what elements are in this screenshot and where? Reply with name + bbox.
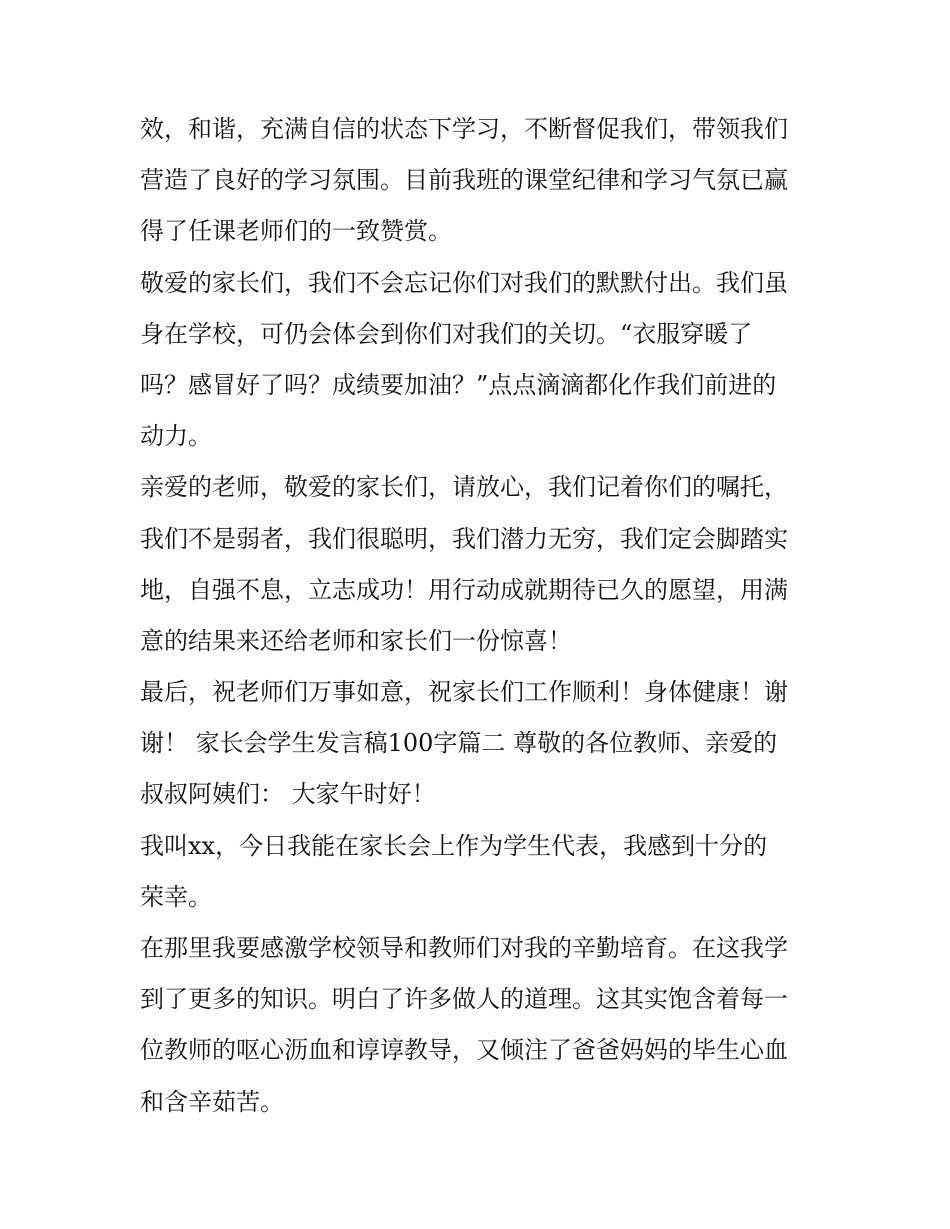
text-line: 动力。 <box>140 422 212 451</box>
text-line: 我们不是弱者，我们很聪明，我们潜力无穷，我们定会脚踏实 <box>140 524 788 553</box>
text-line: 我叫xx，今日我能在家长会上作为学生代表，我感到十分的 <box>140 831 768 860</box>
text-line: 到了更多的知识。明白了许多做人的道理。这其实饱含着每一 <box>140 985 788 1014</box>
text-line: 效，和谐，充满自信的状态下学习，不断督促我们，带领我们 <box>140 115 788 143</box>
text-line: 地，自强不息，立志成功！用行动成就期待已久的愿望，用满 <box>140 575 788 604</box>
text-line: 吗？感冒好了吗？成绩要加油？”点点滴滴都化作我们前进的 <box>140 370 777 399</box>
text-line: 谢！ 家长会学生发言稿100字篇二 尊敬的各位教师、亲爱的 <box>140 729 778 758</box>
text-line: 最后，祝老师们万事如意，祝家长们工作顺利！身体健康！谢 <box>140 678 788 707</box>
text-line: 在那里我要感激学校领导和教师们对我的辛勤培育。在这我学 <box>140 934 788 962</box>
text-line: 意的结果来还给老师和家长们一份惊喜！ <box>140 626 572 655</box>
text-line: 和含辛茹苦。 <box>140 1087 284 1116</box>
text-line: 叔叔阿姨们： 大家午时好！ <box>140 780 436 809</box>
text-line: 营造了良好的学习氛围。目前我班的课堂纪律和学习气氛已赢 <box>140 166 788 195</box>
text-line: 敬爱的家长们，我们不会忘记你们对我们的默默付出。我们虽 <box>140 268 788 297</box>
text-line: 荣幸。 <box>140 882 212 911</box>
text-line: 身在学校，可仍会体会到你们对我们的关切。“衣服穿暖了 <box>140 319 753 348</box>
document-body <box>140 104 820 1128</box>
text-line: 得了任课老师们的一致赞赏。 <box>140 217 452 246</box>
text-line: 位教师的呕心沥血和谆谆教导，又倾注了爸爸妈妈的毕生心血 <box>140 1036 788 1065</box>
text-line: 亲爱的老师，敬爱的家长们，请放心，我们记着你们的嘱托， <box>140 473 788 502</box>
